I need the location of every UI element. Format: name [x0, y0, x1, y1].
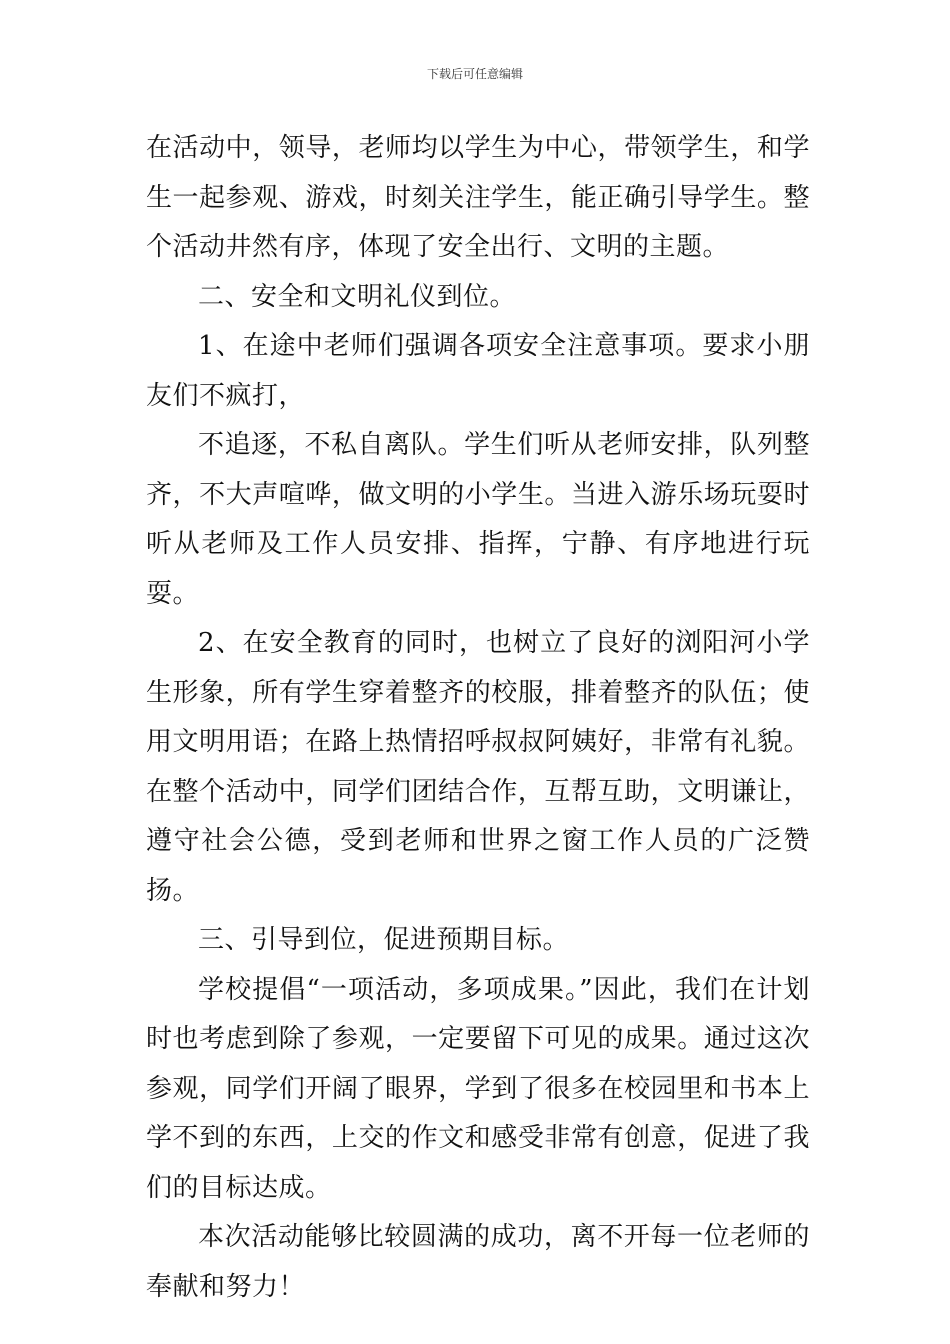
paragraph-guidance-details: 学校提倡“一项活动，多项成果。”因此，我们在计划时也考虑到除了参观，一定要留下可见的成果。通过这次参观，同学们开阔了眼界，学到了很多在校园里和书本上学不到的东西，上交的作文和感受非常有创意，促进了我们的目标达成。	[146, 974, 810, 1203]
paragraph-safety-item-1: 1、在途中老师们强调各项安全注意事项。要求小朋友们不疯打，	[146, 331, 810, 411]
paragraph-safety-item-1-continued: 不追逐，不私自离队。学生们听从老师安排，队列整齐，不大声喧哗，做文明的小学生。当进入游乐场玩耍时听从老师及工作人员安排、指挥，宁静、有序地进行玩耍。	[146, 430, 810, 609]
document-body	[146, 124, 810, 1312]
section-heading-guidance-goals: 三、引导到位，促进预期目标。	[198, 925, 570, 955]
paragraph-activity-summary: 在活动中，领导，老师均以学生为中心，带领学生，和学生一起参观、游戏，时刻关注学生，能正确引导学生。整个活动井然有序，体现了安全出行、文明的主题。	[146, 133, 810, 262]
section-heading-safety-etiquette: 二、安全和文明礼仪到位。	[198, 281, 517, 312]
paragraph-safety-item-2: 2、在安全教育的同时，也树立了良好的浏阳河小学生形象，所有学生穿着整齐的校服，排着整齐的队伍；使用文明用语；在路上热情招呼叔叔阿姨好，非常有礼貌。在整个活动中，同学们团结合作，互帮互助，文明谦让，遵守社会公德，受到老师和世界之窗工作人员的广泛赞扬。	[146, 628, 810, 906]
page-header-note: 下载后可任意编辑	[426, 67, 523, 81]
paragraph-conclusion: 本次活动能够比较圆满的成功，离不开每一位老师的奉献和努力！	[146, 1222, 810, 1302]
